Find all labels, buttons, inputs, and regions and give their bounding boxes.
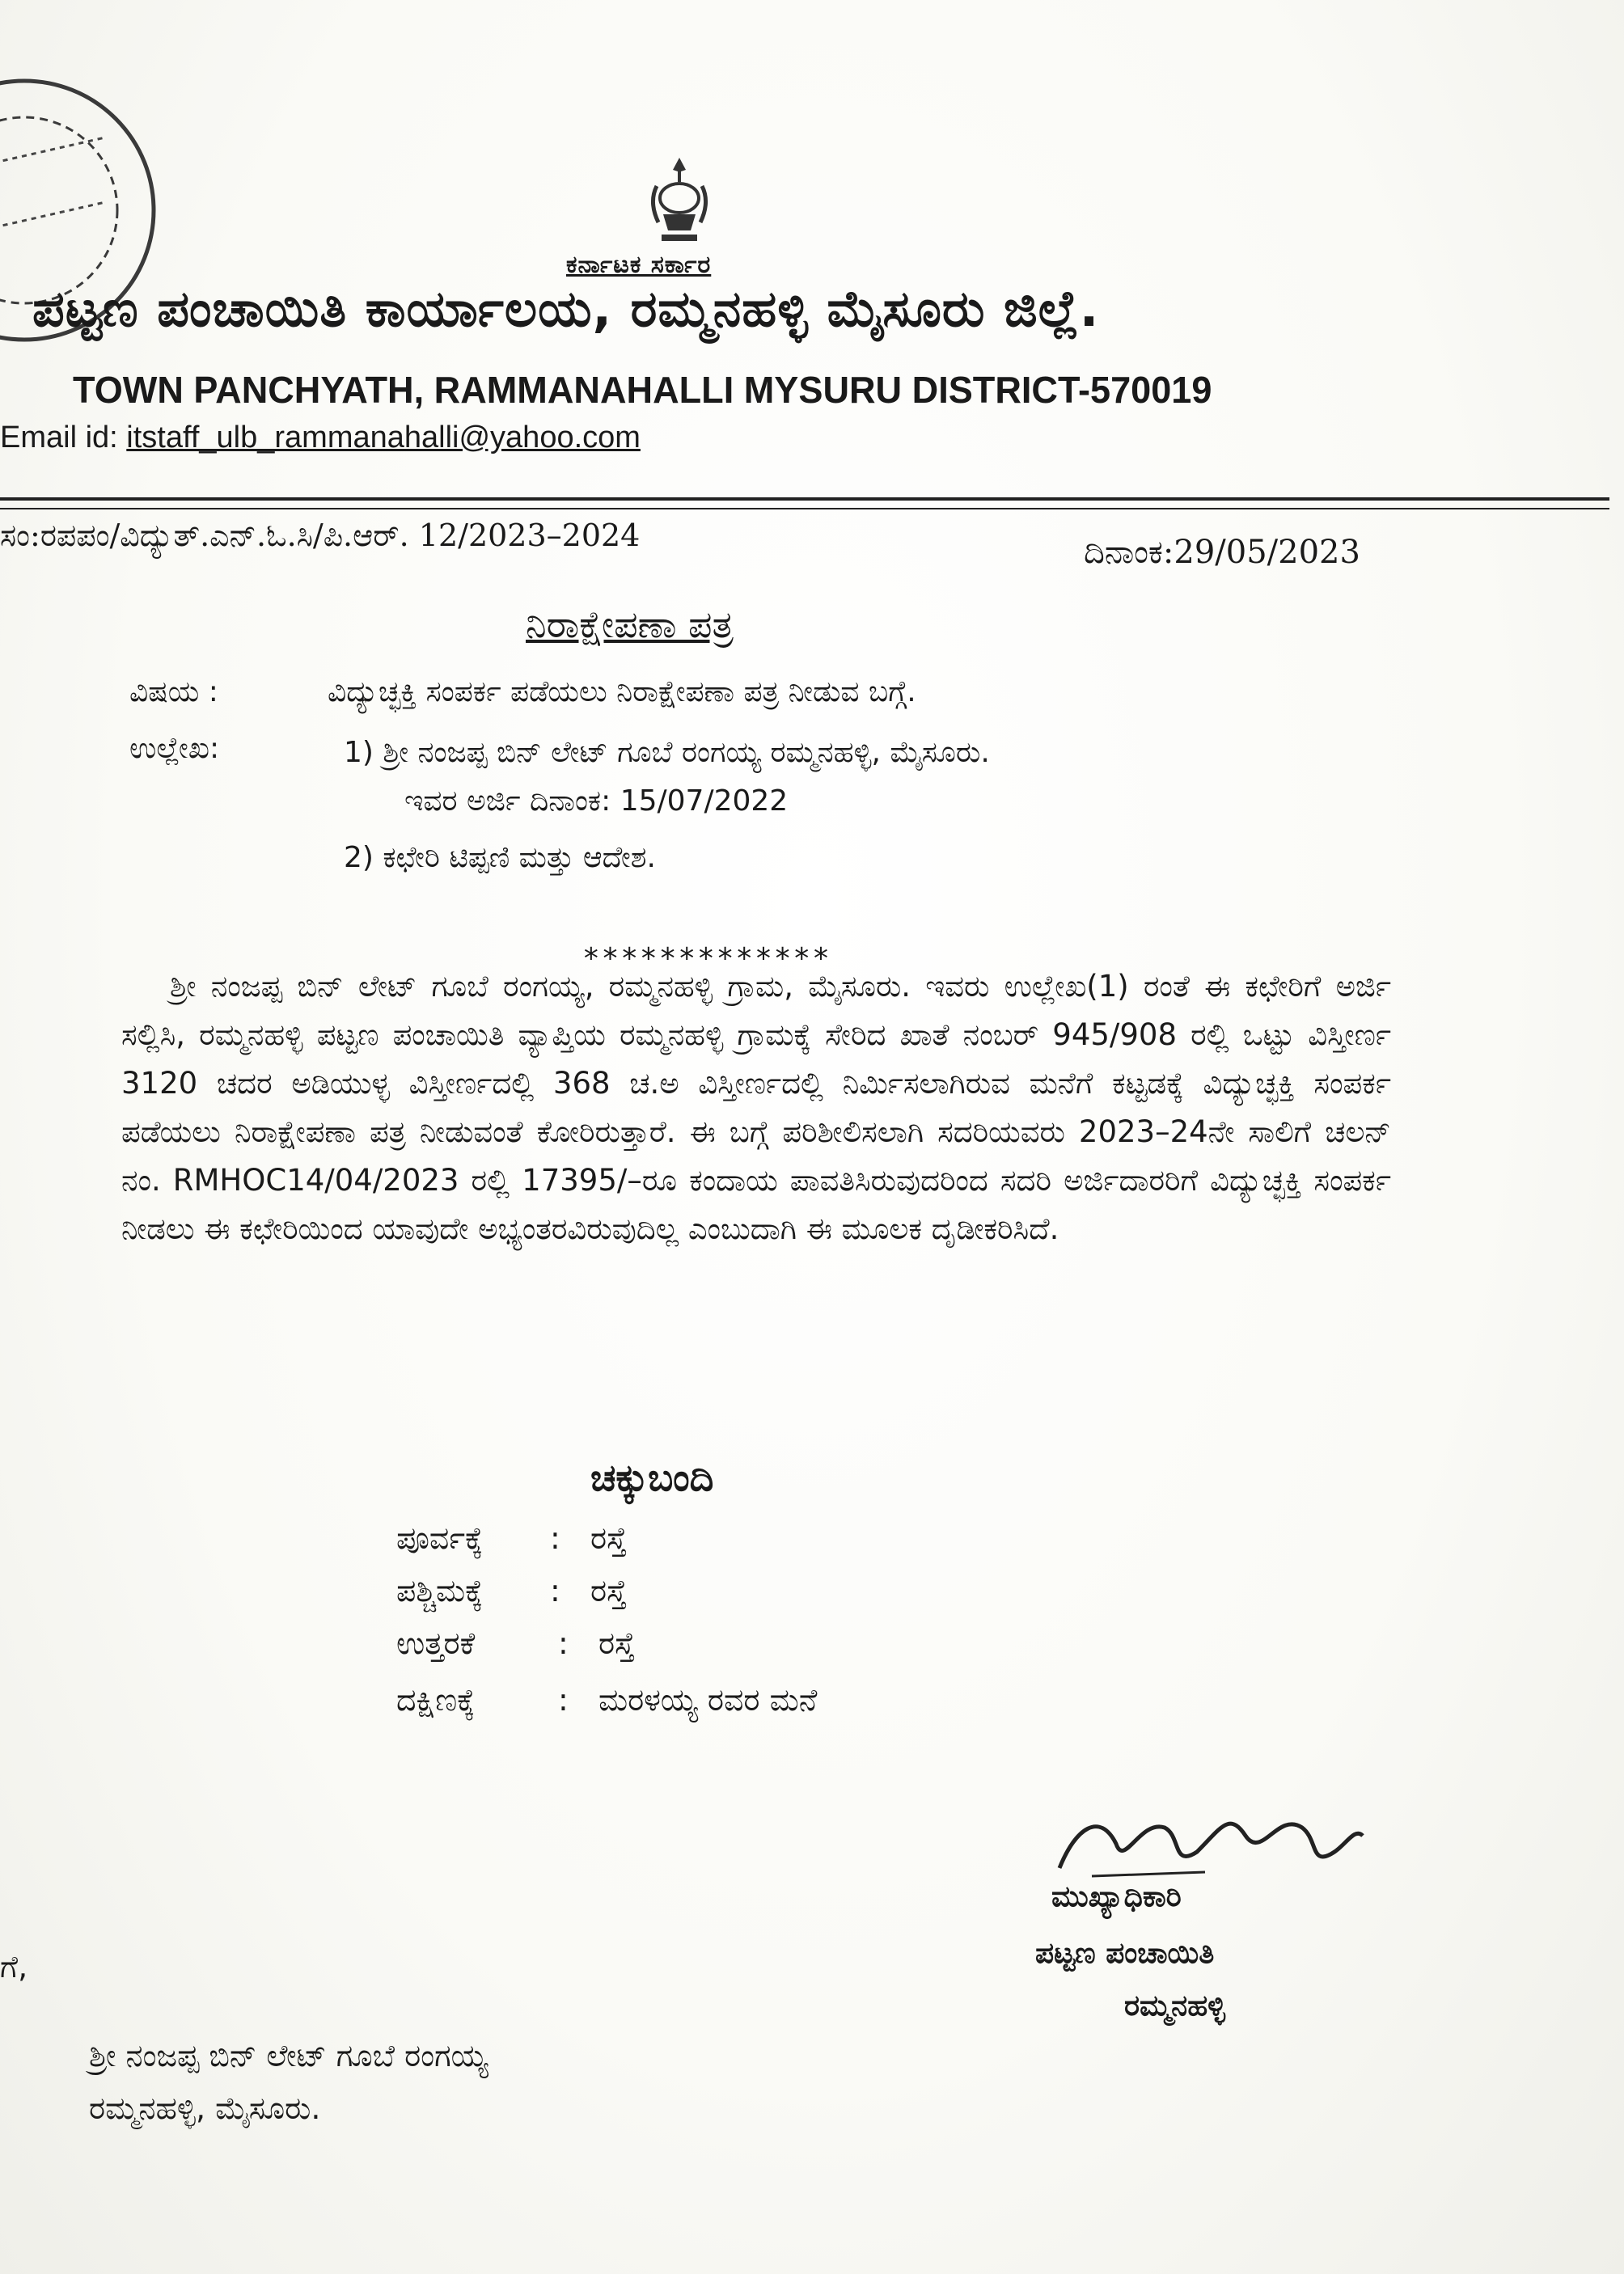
boundary-direction: ದಕ್ಷಿಣಕ್ಕೆ xyxy=(396,1682,476,1718)
reference-item-1-date: ಇವರ ಅರ್ಜಿ ದಿನಾಂಕ: 15/07/2022 xyxy=(404,784,789,818)
subject-label: ವಿಷಯ : xyxy=(129,675,218,708)
signatory-designation: ಮುಖ್ಯಾಧಿಕಾರಿ xyxy=(1051,1880,1182,1913)
body-text: ಶ್ರೀ ನಂಜಪ್ಪ ಬಿನ್ ಲೇಟ್ ಗೂಬೆ ರಂಗಯ್ಯ, ರಮ್ಮನಹಳ್ಳಿ ಗ್ರಾಮ, ಮೈಸೂರು. ಇವರು ಉಲ್ಲೇಖ(1) ರಂತೆ ಈ ಕಛೇರಿಗೆ ಅರ್ಜಿ ಸಲ್ಲಿಸಿ, ರಮ್ಮನಹಳ್ಳಿ ಪಟ್ಟಣ ಪಂಚಾಯಿತಿ ವ್ಯಾಪ್ತಿಯ ರಮ್ಮನಹಳ್ಳಿ ಗ್ರಾಮಕ್ಕೆ ಸೇರಿದ ಖಾತೆ ನಂಬರ್ 945/908 ರಲ್ಲಿ ಒಟ್ಟು ವಿಸ್ತೀರ್ಣ 3120 ಚದರ ಅಡಿಯುಳ್ಳ ವಿಸ್ತೀರ್ಣದಲ್ಲಿ 368 ಚ.ಅ ವಿಸ್ತೀರ್ಣದಲ್ಲಿ ನಿರ್ಮಿಸಲಾಗಿರುವ ಮನೆಗೆ ಕಟ್ಟಡಕ್ಕೆ ವಿದ್ಯುಚ್ಛಕ್ತಿ ಸಂಪರ್ಕ ಪಡೆಯಲು ನಿರಾಕ್ಷೇಪಣಾ ಪತ್ರ ನೀಡುವಂತೆ ಕೋರಿರುತ್ತಾರೆ. ಈ ಬಗ್ಗೆ ಪರಿಶೀಲಿಸಲಾಗಿ ಸದರಿಯವರು 2023–24ನೇ ಸಾಲಿಗೆ ಚಲನ್ ನಂ. RMHOC14/04/2023 ರಲ್ಲಿ 17395/–ರೂ ಕಂದಾಯ ಪಾವತಿಸಿರುವುದರಿಂದ ಸದರಿ ಅರ್ಜಿದಾರರಿಗೆ ವಿದ್ಯುಚ್ಛಕ್ತಿ ಸಂಪರ್ಕ ನೀಡಲು ಈ ಕಛೇರಿಯಿಂದ ಯಾವುದೇ ಅಭ್ಯಂತರವಿರುವುದಿಲ್ಲ ಎಂಬುದಾಗಿ ಈ ಮೂಲಕ ದೃಡೀಕರಿಸಿದೆ. xyxy=(121,969,1391,1246)
reference-item-2: 2) ಕಛೇರಿ ಟಿಪ್ಪಣಿ ಮತ್ತು ಆದೇಶ. xyxy=(344,841,656,874)
recipient-address: ರಮ್ಮನಹಳ್ಳಿ, ಮೈಸೂರು. xyxy=(89,2090,321,2126)
boundary-colon: : xyxy=(558,1682,569,1718)
office-title-kannada: ಪಟ್ಟಣ ಪಂಚಾಯಿತಿ ಕಾರ್ಯಾಲಯ, ರಮ್ಮನಹಳ್ಳಿ ಮೈಸೂರು ಜಿಲ್ಲೆ. xyxy=(32,279,1100,338)
boundary-direction: ಉತ್ತರಕೆ xyxy=(396,1625,476,1661)
boundary-value: ಮರಳಯ್ಯ ರವರ ಮನೆ xyxy=(598,1682,818,1718)
office-title-english: TOWN PANCHYATH, RAMMANAHALLI MYSURU DISTRICT-570019 xyxy=(73,369,1212,411)
boundary-colon: : xyxy=(550,1573,560,1608)
boundary-direction: ಪಶ್ಚಿಮಕ್ಕೆ xyxy=(396,1573,484,1608)
email-row xyxy=(0,421,641,455)
letter-date: ದಿನಾಂಕ:29/05/2023 xyxy=(1084,534,1360,571)
boundary-colon: : xyxy=(558,1625,569,1661)
signatory-place: ರಮ್ಮನಹಳ್ಳಿ xyxy=(1124,1989,1226,2023)
document-heading: ನಿರಾಕ್ಷೇಪಣಾ ಪತ್ರ xyxy=(526,602,734,646)
boundary-value: ರಸ್ತೆ xyxy=(590,1520,628,1556)
karnataka-emblem-icon xyxy=(639,154,720,251)
email-label: Email id: xyxy=(0,421,118,454)
header-rule-top xyxy=(0,497,1609,501)
header-rule-bottom xyxy=(0,508,1609,509)
boundary-direction: ಪೂರ್ವಕ್ಕೆ xyxy=(396,1520,484,1556)
subject-text: ವಿದ್ಯುಚ್ಛಕ್ತಿ ಸಂಪರ್ಕ ಪಡೆಯಲು ನಿರಾಕ್ಷೇಪಣಾ ಪತ್ರ ನೀಡುವ ಬಗ್ಗೆ. xyxy=(328,675,916,708)
body-paragraph xyxy=(121,962,1391,1253)
separator-stars: ************* xyxy=(582,942,831,975)
boundary-value: ರಸ್ತೆ xyxy=(598,1625,636,1661)
reference-item-1: 1) ಶ್ರೀ ನಂಜಪ್ಪ ಬಿನ್ ಲೇಟ್ ಗೂಬೆ ರಂಗಯ್ಯ ರಮ್ಮನಹಳ್ಳಿ, ಮೈಸೂರು. xyxy=(344,736,990,769)
signatory-office: ಪಟ್ಟಣ ಪಂಚಾಯಿತಿ xyxy=(1035,1937,1215,1970)
recipient-name: ಶ್ರೀ ನಂಜಪ್ಪ ಬಿನ್ ಲೇಟ್ ಗೂಬೆ ರಂಗಯ್ಯ xyxy=(89,2038,488,2073)
email-link[interactable]: itstaff_ulb_rammanahalli@yahoo.com xyxy=(126,421,641,454)
boundary-value: ರಸ್ತೆ xyxy=(590,1573,628,1608)
boundaries-heading: ಚಕ್ಕುಬಂದಿ xyxy=(590,1456,714,1499)
boundary-colon: : xyxy=(550,1520,560,1556)
reference-number: ಸಂ:ರಪಪಂ/ವಿದ್ಯುತ್.ಎನ್.ಓ.ಸಿ/ಪಿ.ಆರ್. 12/2023–2024 xyxy=(0,518,641,553)
signature-scribble xyxy=(1043,1795,1367,1892)
references-label: ಉಲ್ಲೇಖ: xyxy=(129,732,220,765)
recipient-to-label: ಗೆ, xyxy=(0,1949,28,1984)
government-label: ಕರ್ನಾಟಕ ಸರ್ಕಾರ xyxy=(566,251,712,279)
